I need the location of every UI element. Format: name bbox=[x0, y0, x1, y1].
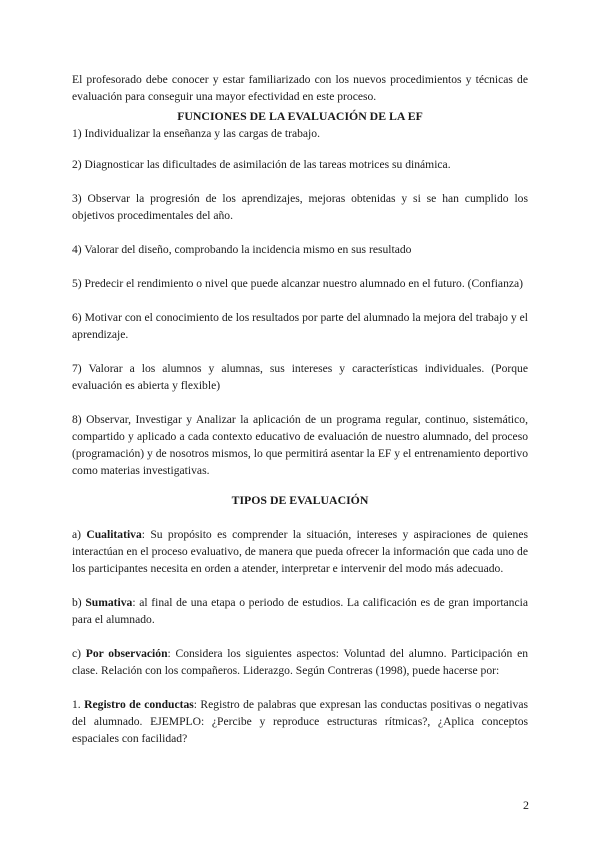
registro-conductas-text: : Registro de palabras que expresan las conductas positivas o negativas del alumnado. EJEMPLO: ¿Percibe y reproduce estructuras rítmicas?, ¿Aplica conceptos espaciales con facilidad? bbox=[72, 698, 529, 745]
tipo-observacion-prefix: c) bbox=[72, 647, 86, 660]
tipo-observacion-text: : Considera los siguientes aspectos: Voluntad del alumno. Participación en clase. Relación con los compañeros. Liderazgo. Según Contreras (1998), puede hacerse por: bbox=[72, 647, 529, 677]
registro-conductas bbox=[72, 696, 528, 747]
registro-conductas-term: Registro de conductas bbox=[84, 698, 194, 711]
tipo-cualitativa bbox=[72, 526, 528, 577]
funcion-item-4: 4) Valorar del diseño, comprobando la incidencia mismo en sus resultado bbox=[72, 243, 412, 256]
tipo-cualitativa-text: : Su propósito es comprender la situación, intereses y aspiraciones de quienes interactúan en el proceso evaluativo, de manera que pueda ofrecer la información que cada uno de los participantes necesita en orden a atender, interpretar e intervenir del modo más adecuado. bbox=[72, 528, 529, 575]
page-content bbox=[72, 71, 528, 764]
funcion-item-7: 7) Valorar a los alumnos y alumnas, sus intereses y características individuales. (Porque evaluación es abierta y flexible) bbox=[72, 362, 528, 392]
tipo-sumativa-prefix: b) bbox=[72, 596, 86, 609]
funcion-item-3: 3) Observar la progresión de los aprendizajes, mejoras obtenidas y si se han cumplido los objetivos procedimentales del año. bbox=[72, 192, 528, 222]
tipo-observacion bbox=[72, 645, 528, 679]
intro-paragraph: El profesorado debe conocer y estar familiarizado con los nuevos procedimientos y técnicas de evaluación para conseguir una mayor efectividad en este proceso. bbox=[72, 73, 528, 103]
funcion-item-6: 6) Motivar con el conocimiento de los resultados por parte del alumnado la mejora del trabajo y el aprendizaje. bbox=[72, 311, 528, 341]
funcion-item-5: 5) Predecir el rendimiento o nivel que puede alcanzar nuestro alumnado en el futuro. (Confianza) bbox=[72, 277, 524, 290]
tipo-sumativa bbox=[72, 594, 528, 628]
tipo-sumativa-text: : al final de una etapa o periodo de estudios. La calificación es de gran importancia para el alumnado. bbox=[72, 596, 528, 626]
tipo-cualitativa-prefix: a) bbox=[72, 528, 87, 541]
section-heading-funciones: FUNCIONES DE LA EVALUACIÓN DE LA EF bbox=[177, 109, 423, 123]
funcion-item-8: 8) Observar, Investigar y Analizar la aplicación de un programa regular, continuo, sistemático, compartido y aplicado a cada contexto educativo de evaluación de nuestro alumnado, del proceso (programación) y de nosotros mismos, lo que permitirá asentar la EF y el entrenamiento deportivo como materias investigativas. bbox=[72, 413, 528, 477]
section-heading-tipos: TIPOS DE EVALUACIÓN bbox=[231, 493, 369, 507]
page-number: 2 bbox=[523, 798, 529, 812]
tipo-cualitativa-term: Cualitativa bbox=[86, 528, 142, 541]
funcion-item-1: 1) Individualizar la enseñanza y las cargas de trabajo. bbox=[72, 127, 320, 140]
tipo-sumativa-term: Sumativa bbox=[85, 596, 133, 609]
tipo-observacion-term: Por observación bbox=[85, 647, 168, 660]
registro-conductas-prefix: 1. bbox=[72, 698, 85, 711]
funcion-item-2: 2) Diagnosticar las dificultades de asimilación de las tareas motrices su dinámica. bbox=[72, 158, 451, 171]
